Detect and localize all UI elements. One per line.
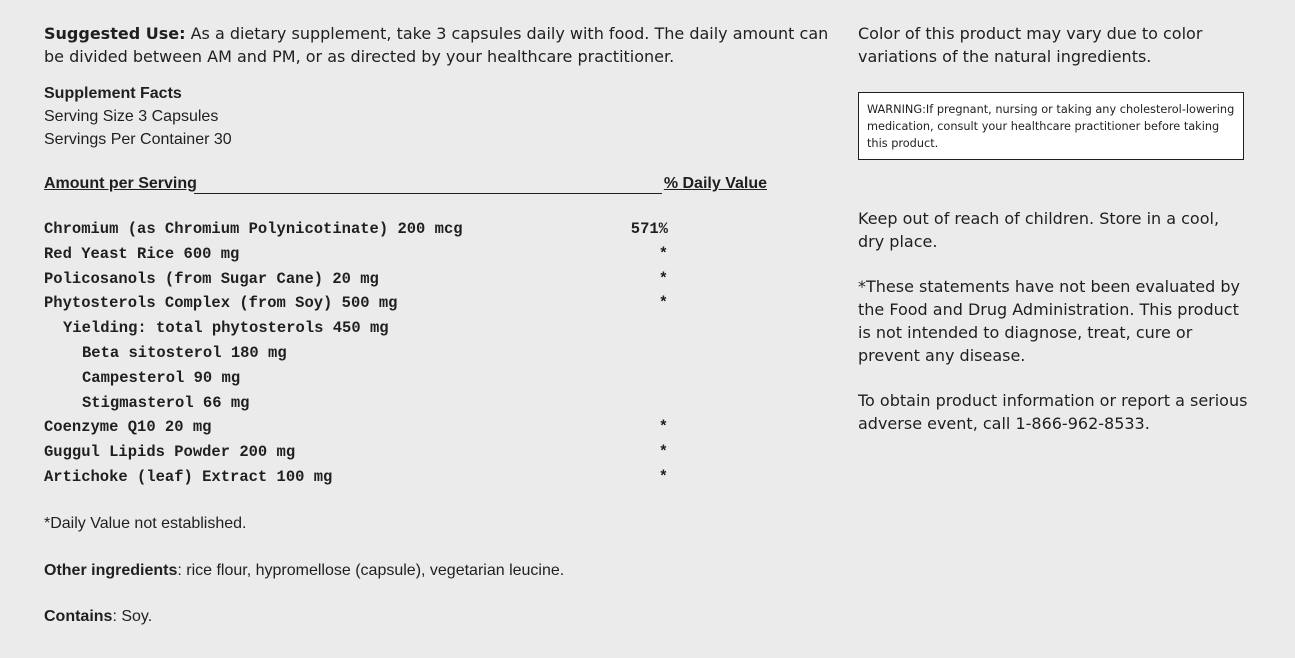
facts-row — [44, 341, 684, 366]
suggested-use-label: Suggested Use: — [44, 24, 186, 43]
facts-row — [44, 440, 684, 465]
suggested-use — [44, 22, 844, 68]
contact-note: To obtain product information or report a serious adverse event, call 1-866-962-8533. — [858, 391, 1248, 433]
ingredient-name: Beta sitosterol 180 mg — [82, 343, 287, 362]
header-rule — [194, 193, 662, 194]
ingredient-name: Yielding: total phytosterols 450 mg — [63, 319, 389, 338]
ingredient-daily-value: 571% — [630, 220, 668, 238]
facts-row — [44, 465, 684, 490]
contains-text: : Soy. — [112, 607, 153, 625]
facts-row — [44, 391, 684, 416]
ingredient-name: Phytosterols Complex (from Soy) 500 mg — [44, 294, 398, 313]
left-column — [44, 22, 844, 627]
facts-row — [44, 242, 684, 267]
ingredient-daily-value: * — [658, 269, 668, 288]
servings-per-container: Servings Per Container 30 — [44, 131, 232, 148]
facts-row — [44, 291, 684, 316]
ingredient-name: Red Yeast Rice 600 mg — [44, 244, 240, 263]
ingredient-name: Guggul Lipids Powder 200 mg — [44, 443, 296, 462]
amount-per-serving-header: Amount per Serving — [44, 175, 197, 192]
ingredient-daily-value: * — [658, 467, 668, 486]
ingredient-name: Campesterol 90 mg — [82, 368, 241, 387]
other-ingredients-text: : rice flour, hypromellose (capsule), vegetarian leucine. — [177, 561, 565, 579]
ingredient-name: Policosanols (from Sugar Cane) 20 mg — [44, 269, 379, 288]
daily-value-header: % Daily Value — [663, 175, 767, 192]
storage-note: Keep out of reach of children. Store in a cool, dry place. — [858, 209, 1220, 251]
ingredient-daily-value: * — [658, 294, 668, 313]
ingredient-daily-value: * — [658, 244, 668, 263]
supplement-facts-title: Supplement Facts — [44, 85, 182, 102]
daily-value-footnote: *Daily Value not established. — [44, 514, 247, 532]
facts-header — [44, 175, 767, 199]
warning-box: WARNING:If pregnant, nursing or taking any cholesterol-lowering medication, consult your healthcare practitioner before taking this product. — [858, 92, 1244, 160]
contains — [44, 607, 844, 627]
facts-row — [44, 316, 684, 341]
ingredient-name: Stigmasterol 66 mg — [82, 393, 250, 412]
contains-label: Contains — [44, 607, 113, 625]
color-note: Color of this product may vary due to color variations of the natural ingredients. — [858, 24, 1203, 66]
facts-row — [44, 415, 684, 440]
ingredient-daily-value: * — [658, 443, 668, 462]
facts-row — [44, 217, 684, 242]
facts-row — [44, 366, 684, 391]
other-ingredients-label: Other ingredients — [44, 561, 178, 579]
suggested-use-text: As a dietary supplement, take 3 capsules daily with food. The daily amount can be divided between AM and PM, or as directed by your healthcare practitioner. — [44, 24, 829, 66]
other-ingredients — [44, 561, 844, 581]
ingredient-name: Artichoke (leaf) Extract 100 mg — [44, 467, 333, 486]
ingredient-name: Coenzyme Q10 20 mg — [44, 418, 212, 437]
facts-row — [44, 267, 684, 292]
ingredient-daily-value: * — [658, 418, 668, 437]
ingredient-name: Chromium (as Chromium Polynicotinate) 200 mcg — [44, 220, 463, 238]
serving-size: Serving Size 3 Capsules — [44, 108, 219, 125]
facts-table — [44, 217, 684, 490]
fda-disclaimer: *These statements have not been evaluated by the Food and Drug Administration. This product is not intended to diagnose, treat, cure or prevent any disease. — [858, 277, 1241, 365]
right-column — [858, 22, 1248, 435]
